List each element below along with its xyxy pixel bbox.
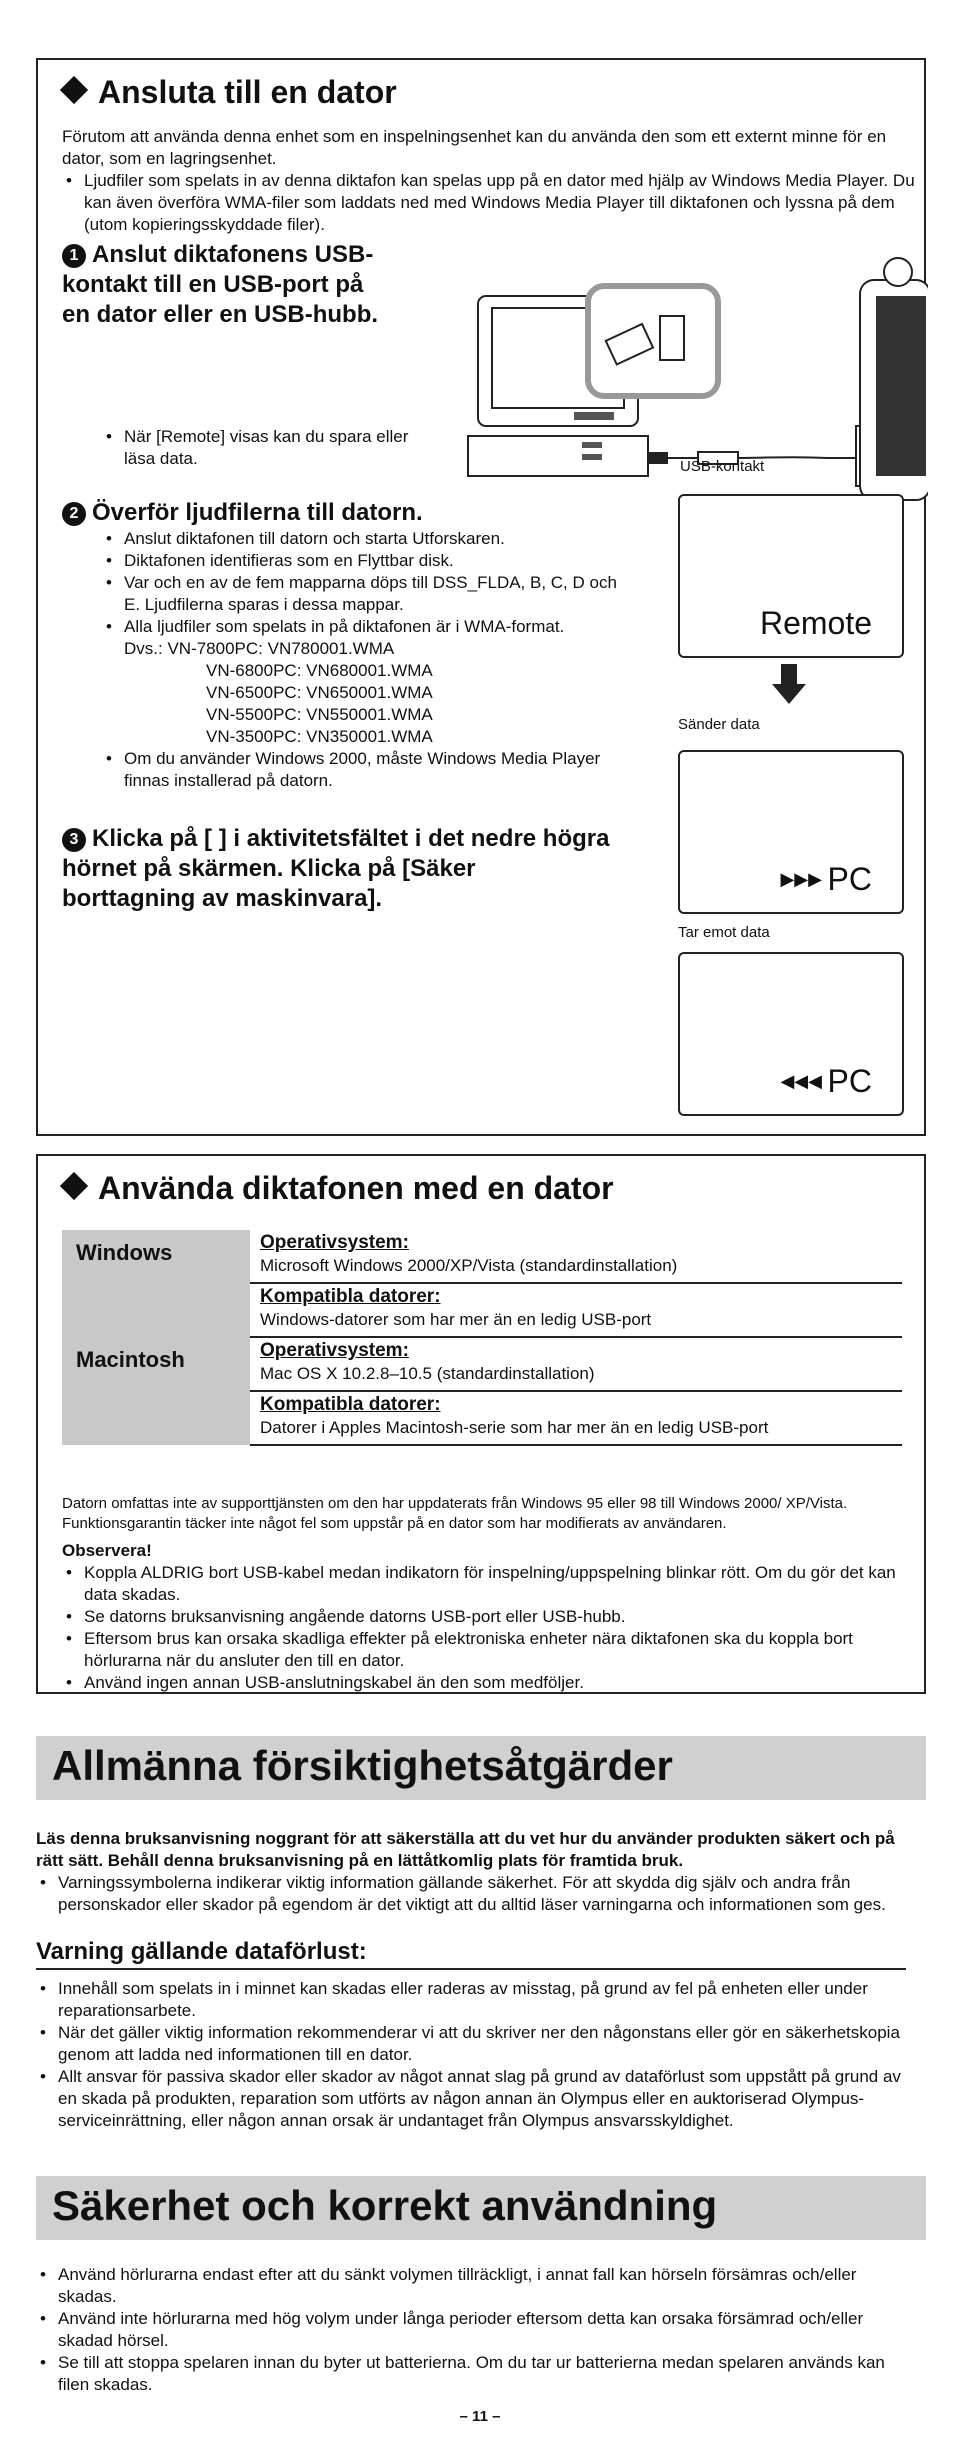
example-line: VN-3500PC: VN350001.WMA — [206, 727, 433, 746]
intro-bullet: • Ljudfiler som spelats in av denna diktafon kan spelas upp på en dator med hjälp av Windows Media Player. Du kan även överföra WMA-filer som laddats ned med Windows Media Player till diktafonen och lyssna på dem (utom kopieringsskyddade filer). — [62, 170, 924, 236]
list-item: • Allt ansvar för passiva skador eller skador av något annat slag på grund av dataförlust som uppstått på grund av en skada på produkten, reparation som utförts av någon annan än Olympus eller en auktoriserad Olympus-serviceinrättning, eller någon annan orsak är undantaget från Olympus ansvarsskyldighet. — [36, 2066, 906, 2132]
usb-connector-label: USB-kontakt — [680, 458, 765, 475]
list-item: • Se till att stoppa spelaren innan du byter ut batterierna. Om du tar ur batterierna medan spelaren används kan filen skadas. — [36, 2352, 906, 2396]
example-line: VN-6800PC: VN680001.WMA — [206, 661, 433, 680]
section-connect-title: Ansluta till en dator — [56, 74, 397, 111]
list-item: • Koppla ALDRIG bort USB-kabel medan indikatorn för inspelning/uppspelning blinkar rött. Om du gör det kan data skadas. — [62, 1562, 902, 1606]
down-arrow-icon — [772, 664, 806, 704]
system-requirements-table — [62, 1230, 902, 1446]
step-2-bullets — [102, 528, 622, 792]
support-note: Datorn omfattas inte av supporttjänsten om den har uppdaterats från Windows 95 eller 98 till Windows 2000/ XP/Vista. Funktionsgarantin täcker inte något fel som uppstår på en dator som har modifierats av användaren. — [62, 1495, 848, 1532]
row-value: Mac OS X 10.2.8–10.5 (standardinstallation) — [250, 1362, 902, 1391]
step-number-3: 3 — [62, 828, 86, 852]
row-value: Microsoft Windows 2000/XP/Vista (standardinstallation) — [250, 1254, 902, 1283]
list-item: • Anslut diktafonen till datorn och starta Utforskaren. — [102, 528, 622, 550]
intro-text: Förutom att använda denna enhet som en inspelningsenhet kan du använda den som ett externt minne för en dator, som en lagringsenhet. — [62, 127, 887, 168]
row-label: Kompatibla datorer: — [260, 1286, 441, 1307]
page-number: – 11 – — [459, 2408, 501, 2425]
safety-banner — [36, 2176, 926, 2240]
list-item: • Diktafonen identifieras som en Flyttbar disk. — [102, 550, 622, 572]
section-usage-box — [36, 1154, 926, 1694]
warning-list — [62, 1562, 902, 1694]
list-item: • Var och en av de fem mapparna döps till DSS_FLDA, B, C, D och E. Ljudfilerna sparas i dessa mappar. — [102, 572, 622, 616]
receive-arrows-icon: ◀◀◀ — [780, 1071, 822, 1091]
step-2: 2 Överför ljudfilerna till datorn. — [62, 498, 622, 528]
safety-list — [36, 2264, 906, 2396]
lcd-pc-text: PC — [827, 861, 872, 897]
list-item: • Använd hörlurarna endast efter att du sänkt volymen tillräckligt, i annat fall kan hörseln försämras och/eller skadas. — [36, 2264, 906, 2308]
precautions-bullet: • Varningssymbolerna indikerar viktig information gällande säkerhet. För att skydda dig själv och andra från personskador eller skador på egendom är det viktigt att du alltid läser varningarna och informationen som ges. — [36, 1872, 928, 1916]
list-item: • Använd inte hörlurarna med hög volym under långa perioder eftersom detta kan orsaka försämrad och/eller skadad hörsel. — [36, 2308, 906, 2352]
lcd-remote-screen — [678, 494, 904, 658]
precautions-lead: Läs denna bruksanvisning noggrant för att säkerställa att du vet hur du använder produkten säkert och på rätt sätt. Behåll denna bruksanvisning på en lättåtkomlig plats för framtida bruk. — [36, 1829, 895, 1870]
sending-data-label: Sänder data — [678, 716, 760, 733]
list-item: • Se datorns bruksanvisning angående datorns USB-port eller USB-hubb. — [62, 1606, 902, 1628]
section-usage-title: Använda diktafonen med en dator — [56, 1170, 614, 1207]
lcd-remote-text: Remote — [759, 605, 872, 641]
diamond-icon — [60, 76, 88, 104]
receiving-data-label: Tar emot data — [678, 924, 770, 941]
list-item: • Alla ljudfiler som spelats in på diktafonen är i WMA-format. — [102, 616, 622, 638]
step-number-2: 2 — [62, 502, 86, 526]
safety-title: Säkerhet och korrekt användning — [52, 2182, 718, 2229]
row-label: Operativsystem: — [260, 1232, 409, 1253]
row-value: Windows-datorer som har mer än en ledig USB-port — [250, 1308, 902, 1337]
step-3: 3 Klicka på [ ] i aktivitetsfältet i det nedre högra hörnet på skärmen. Klicka på [Säker borttagning av maskinvara]. — [62, 825, 610, 912]
example-line: Dvs.: VN-7800PC: VN780001.WMA — [124, 639, 395, 658]
step-1: 1 Anslut diktafonens USB-kontakt till en USB-port på en dator eller en USB-hubb. — [62, 241, 379, 328]
list-item: • Om du använder Windows 2000, måste Windows Media Player finnas installerad på datorn. — [102, 748, 622, 792]
section-connect-box — [36, 58, 926, 1136]
general-precautions-title: Allmänna försiktighetsåtgärder — [52, 1742, 673, 1789]
lcd-sending-screen — [678, 750, 904, 914]
divider — [36, 1968, 906, 1970]
send-arrows-icon: ▶▶▶ — [780, 869, 822, 889]
data-loss-subtitle: Varning gällande dataförlust: — [36, 1938, 367, 1965]
step-number-1: 1 — [62, 244, 86, 268]
lcd-receiving-screen — [678, 952, 904, 1116]
diamond-icon — [60, 1172, 88, 1200]
row-value: Datorer i Apples Macintosh-serie som har mer än en ledig USB-port — [250, 1416, 902, 1445]
os-macintosh: Macintosh — [62, 1337, 250, 1445]
data-loss-list — [36, 1978, 906, 2132]
list-item: • Använd ingen annan USB-anslutningskabel än den som medföljer. — [62, 1672, 902, 1694]
list-item: • När det gäller viktig information rekommenderar vi att du skriver ner den någonstans eller gör en säkerhetskopia genom att ladda ned informationen till en dator. — [36, 2022, 906, 2066]
row-label: Operativsystem: — [260, 1340, 409, 1361]
row-label: Kompatibla datorer: — [260, 1394, 441, 1415]
os-windows: Windows — [62, 1230, 250, 1337]
list-item: • Innehåll som spelats in i minnet kan skadas eller raderas av misstag, på grund av fel på enheten eller under reparationsarbete. — [36, 1978, 906, 2022]
example-line: VN-6500PC: VN650001.WMA — [206, 683, 433, 702]
list-item: • Eftersom brus kan orsaka skadliga effekter på elektroniska enheter nära diktafonen ska du koppla bort hörlurarna när du ansluter den till en dator. — [62, 1628, 902, 1672]
example-line: VN-5500PC: VN550001.WMA — [206, 705, 433, 724]
general-precautions-banner — [36, 1736, 926, 1800]
warning-heading: Observera! — [62, 1541, 152, 1560]
computer-connection-illustration — [428, 256, 928, 506]
step-1-note: • När [Remote] visas kan du spara eller läsa data. — [102, 426, 424, 470]
lcd-pc-text: PC — [827, 1063, 872, 1099]
